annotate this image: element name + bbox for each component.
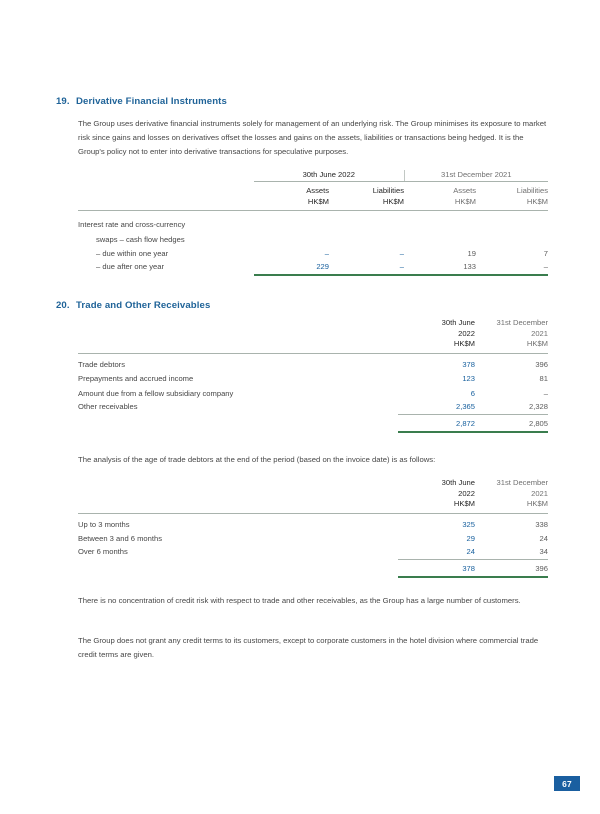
cell-total-current: 2,872 — [398, 414, 475, 432]
row-label-up-to-3-months: Up to 3 months — [78, 519, 130, 529]
col-header-prior-date: 31st December — [496, 318, 548, 327]
table-row-column-headers-line3 — [78, 499, 548, 513]
table-row-column-headers-line3 — [78, 339, 548, 353]
table-row-caption-line1 — [78, 211, 548, 230]
col-unit-current: HK$M — [398, 339, 475, 353]
credit-terms-note: The Group does not grant any credit terms to its customers, except to corporate customers in the hotel division where commercial trade credit terms are given. — [78, 636, 539, 660]
table-row — [78, 513, 548, 529]
table-row-column-headers-line1 — [78, 318, 548, 329]
section-title-20: Trade and Other Receivables — [76, 300, 211, 311]
col-header-current-year: 2022 — [458, 488, 475, 498]
cell-prior: – — [543, 388, 548, 398]
col-unit-current-liabilities: HK$M — [329, 197, 404, 211]
trade-debtors-aging-table — [78, 478, 548, 578]
cell-prior: 2,328 — [475, 398, 548, 415]
section-number-20: 20. — [56, 300, 70, 311]
cell-current: 24 — [398, 543, 475, 560]
row-label-prepayments-and-accrued-income: Prepayments and accrued income — [78, 374, 194, 383]
col-unit-prior-assets: HK$M — [404, 197, 476, 211]
table-row — [78, 353, 548, 369]
table-row-column-headers-line2 — [78, 489, 548, 500]
col-header-prior-year: 2021 — [531, 328, 548, 338]
section-heading-19 — [56, 96, 227, 107]
table-row-total — [78, 560, 548, 578]
table-row — [78, 244, 548, 259]
cell-cur-liabilities: – — [329, 258, 404, 275]
section-heading-20 — [56, 300, 210, 311]
caption-line-1: Interest rate and cross-currency — [78, 220, 186, 229]
row-label-between-3-and-6-months: Between 3 and 6 months — [78, 534, 163, 543]
col-header-prior-year: 2021 — [531, 488, 548, 498]
group-header-current: 30th June 2022 — [254, 170, 404, 182]
table-row-column-headers-line2 — [78, 329, 548, 340]
col-header-prior-liabilities: Liabilities — [516, 186, 548, 195]
col-header-current-year: 2022 — [458, 328, 475, 338]
table-row-caption-line2 — [78, 229, 548, 244]
caption-line-2: swaps – cash flow hedges — [96, 234, 185, 244]
cell-total-current: 378 — [398, 560, 475, 578]
row-label-due-after-one-year: – due after one year — [96, 262, 164, 271]
cell-current: 123 — [462, 374, 475, 383]
col-header-current-liabilities: Liabilities — [372, 186, 404, 195]
col-header-current-date: 30th June — [441, 318, 475, 327]
table-row-group-header — [78, 170, 548, 182]
cell-prv-liabilities: – — [476, 258, 548, 275]
aging-analysis-intro: The analysis of the age of trade debtors at the end of the period (based on the invoice date) is as follows: — [78, 455, 436, 464]
table-row-total — [78, 414, 548, 432]
table-row-column-headers-line2 — [78, 197, 548, 211]
row-label-total — [78, 560, 398, 578]
table-row — [78, 543, 548, 560]
section-title-19: Derivative Financial Instruments — [76, 96, 227, 107]
cell-total-prior: 2,805 — [475, 414, 548, 432]
page-number-badge: 67 — [554, 776, 580, 791]
col-unit-prior-liabilities: HK$M — [476, 197, 548, 211]
cell-prv-liabilities: 7 — [543, 249, 548, 258]
col-header-current-date: 30th June — [441, 478, 475, 487]
col-header-prior-assets: Assets — [453, 186, 476, 195]
group-header-prior: 31st December 2021 — [404, 170, 548, 182]
cell-prior: 24 — [539, 534, 548, 543]
col-unit-current-assets: HK$M — [254, 197, 329, 211]
col-header-prior-date: 31st December — [496, 478, 548, 487]
cell-current: 378 — [462, 359, 475, 369]
row-label-trade-debtors: Trade debtors — [78, 359, 125, 369]
cell-prior: 34 — [475, 543, 548, 560]
table-row — [78, 529, 548, 544]
col-header-current-assets: Assets — [306, 186, 329, 195]
row-label-other-receivables: Other receivables — [78, 401, 138, 411]
table-row — [78, 398, 548, 415]
cell-prv-assets: 19 — [467, 249, 476, 258]
table-row — [78, 383, 548, 398]
cell-cur-assets: – — [324, 249, 329, 258]
cell-current: 29 — [466, 534, 475, 543]
cell-total-prior: 396 — [475, 560, 548, 578]
cell-cur-assets: 229 — [254, 258, 329, 275]
col-unit-prior: HK$M — [475, 339, 548, 353]
cell-prior: 338 — [535, 519, 548, 529]
row-label-due-within-one-year: – due within one year — [96, 249, 169, 258]
cell-cur-liabilities: – — [399, 249, 404, 258]
trade-and-other-receivables-table — [78, 318, 548, 433]
derivative-financial-instruments-table — [78, 170, 548, 276]
cell-prv-assets: 133 — [404, 258, 476, 275]
table-row-column-headers-line1 — [78, 182, 548, 197]
section-19-paragraph: The Group uses derivative financial instruments solely for management of an underlying risk. The Group minimises its exposure to market risk since gains and losses on derivatives offset the losses and gains on the assets, liabilities or transactions being hedged. It is the Group's policy not to enter into derivative transactions for speculative purposes. — [78, 119, 547, 157]
table-row — [78, 258, 548, 275]
table-row-column-headers-line1 — [78, 478, 548, 489]
col-unit-prior: HK$M — [475, 499, 548, 513]
cell-current: 325 — [462, 519, 475, 529]
row-label-total — [78, 414, 398, 432]
cell-current: 6 — [470, 388, 475, 398]
col-unit-current: HK$M — [398, 499, 475, 513]
credit-risk-note: There is no concentration of credit risk with respect to trade and other receivables, as the Group has a large number of customers. — [78, 596, 521, 605]
row-label-amount-due-from-fellow-subsidiary: Amount due from a fellow subsidiary company — [78, 388, 234, 398]
section-number-19: 19. — [56, 96, 70, 107]
row-label-over-6-months: Over 6 months — [78, 547, 128, 556]
cell-prior: 396 — [535, 359, 548, 369]
cell-current: 2,365 — [398, 398, 475, 415]
table-row — [78, 369, 548, 384]
cell-prior: 81 — [539, 374, 548, 383]
